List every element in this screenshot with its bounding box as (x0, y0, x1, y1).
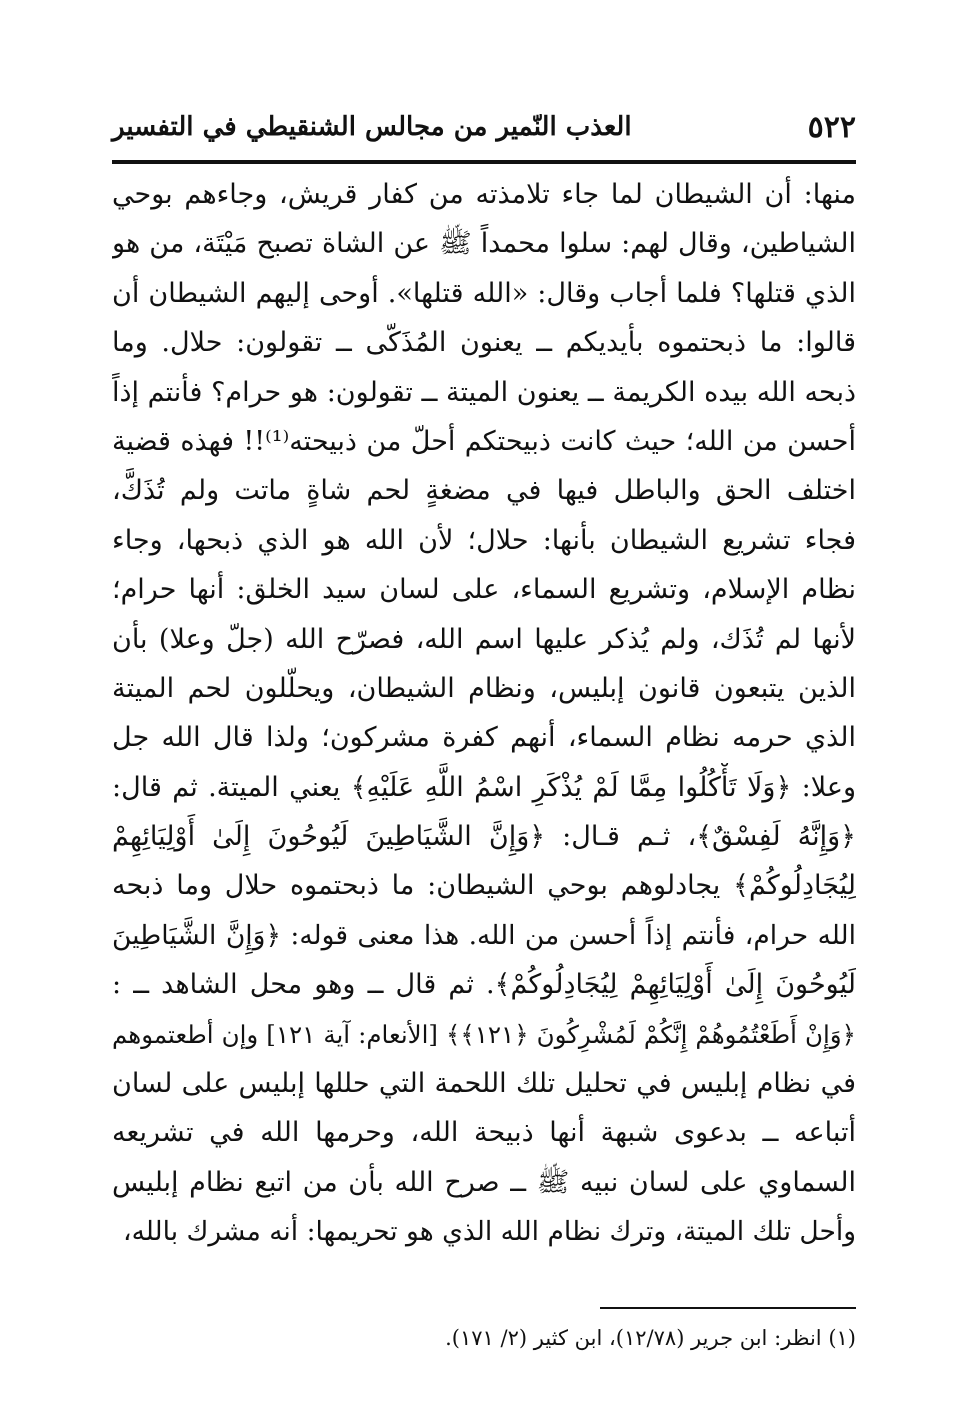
text-line: منها: أن الشيطان لما جاء تلامذته من كفار قريش، وجاءهم بوحي (112, 179, 856, 210)
text-line: الذين يتبعون قانون إبليس، ونظام الشيطان، ويحلّلون لحم الميتة (112, 672, 856, 704)
text-line: ﴿وَإِنْ أَطَعْتُمُوهُمْ إِنَّكُمْ لَمُشْرِكُونَ ﴿١٢١﴾﴾ [الأنعام: آية ١٢١] وإن أطعتموهم (112, 1019, 856, 1049)
text-line: الذي حرمه نظام السماء، أنهم كفرة مشركون؛ ولذا قال الله جل (112, 722, 856, 754)
text-line: وعلا: ﴿وَلَا تَأْكُلُوا مِمَّا لَمْ يُذْكَرِ اسْمُ اللَّهِ عَلَيْهِ﴾ يعني الميتة. ثم قال: (112, 771, 856, 803)
main-text (112, 170, 856, 1257)
text-line: أتباعه ــ بدعوى شبهة أنها ذبيحة الله، وحرمها الله في تشريعه (112, 1117, 856, 1149)
text-line: في نظام إبليس في تحليل تلك اللحمة التي حللها إبليس على لسان (112, 1068, 856, 1100)
text-line: اختلف الحق والباطل فيها في مضغةٍ لحم شاةٍ ماتت ولم تُذَكَّ، (112, 475, 856, 507)
text-line: لِيُجَادِلُوكُمْ﴾ يجادلوهم بوحي الشيطان: ما ذبحتموه حلال وما ذبحه (112, 870, 856, 902)
text-line: لأنها لم تُذَك، ولم يُذكر عليها اسم الله، فصرّح الله (جلّ وعلا) بأن (112, 623, 856, 655)
text-line: وأحل تلك الميتة، وترك نظام الله الذي هو تحريمها: أنه مشرك بالله، (123, 1216, 856, 1248)
text-line: لَيُوحُونَ إِلَىٰ أَوْلِيَائِهِمْ لِيُجَادِلُوكُمْ﴾. ثم قال ــ وهو محل الشاهد ــ : (112, 969, 856, 1001)
text-line: الشياطين، وقال لهم: سلوا محمداً ﷺ عن الشاة تصبح مَيْتَة، من هو (112, 228, 856, 260)
text-line: الله حرام، فأنتم إذاً أحسن من الله. هذا معنى قوله: ﴿وَإِنَّ الشَّيَاطِينَ (112, 919, 856, 951)
text-line: ﴿وَإِنَّهُ لَفِسْقٌ﴾، ثـم قـال: ﴿وَإِنَّ الشَّيَاطِينَ لَيُوحُونَ إِلَىٰ أَوْلِيَائِهِمْ (112, 821, 856, 853)
text-line: أحسن من الله؛ حيث كانت ذبيحتكم أحلّ من ذبيحته⁽¹⁾!! فهذه قضية (112, 425, 856, 457)
text-line: فجاء تشريع الشيطان بأنها: حلال؛ لأن الله هو الذي ذبحها، وجاء (112, 524, 856, 556)
text-line: نظام الإسلام، وتشريع السماء، على لسان سيد الخلق: أنها حرام؛ (112, 574, 856, 606)
footnote-rule (600, 1307, 856, 1309)
footnote: (١) انظر: ابن جرير (١٢/٧٨)، ابن كثير (٢/ ١٧١). (445, 1326, 856, 1350)
text-line: قالوا: ما ذبحتموه بأيديكم ــ يعنون المُذَكّى ــ تقولون: حلال. وما (112, 327, 856, 359)
header-rule (112, 160, 856, 164)
text-line: السماوي على لسان نبيه ﷺ ــ صرح الله بأن من اتبع نظام إبليس (112, 1166, 856, 1198)
text-line: الذي قتلها؟ فلما أجاب وقال: «الله قتلها». أوحى إليهم الشيطان أن (112, 277, 856, 309)
running-title: العذب النّمير من مجالس الشنقيطي في التفسير (112, 112, 632, 142)
page-number: ٥٢٢ (807, 110, 856, 145)
page-header (112, 104, 856, 148)
text-line: ذبحه الله بيده الكريمة ــ يعنون الميتة ــ تقولون: هو حرام؟ فأنتم إذاً (112, 376, 856, 408)
